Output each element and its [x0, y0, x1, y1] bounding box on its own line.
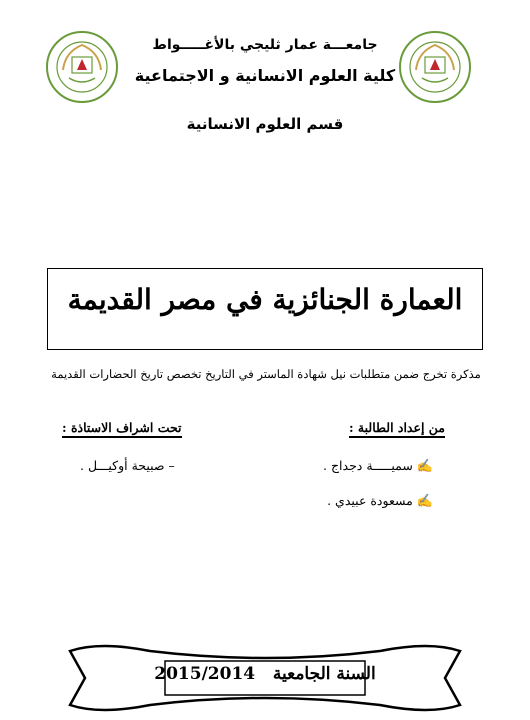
academic-year	[60, 664, 470, 684]
thesis-title-box	[47, 268, 483, 350]
writing-hand-icon: ✍	[416, 459, 433, 474]
university-name: جامعـــة عمار ثليجي بالأغـــــواط	[152, 37, 378, 53]
academic-year-label: السنة الجامعية	[272, 664, 376, 684]
student-name-2: ✍ مسعودة عبيدي .	[327, 493, 433, 509]
university-logo-left	[45, 30, 119, 104]
supervisor-label: تحت اشراف الاستاذة :	[62, 420, 182, 435]
student-name-1: ✍ سميـــــة دجداج .	[323, 458, 433, 474]
supervisor-name: – صبيحة أوكيـــل .	[80, 458, 175, 473]
thesis-title: العمارة الجنائزية في مصر القديمة	[67, 283, 463, 316]
thesis-subtitle: مذكرة تخرج ضمن متطلبات نيل شهادة الماستر في التاريخ تخصص تاريخ الحضارات القديمة	[51, 367, 481, 381]
department-name: قسم العلوم الانسانية	[186, 115, 344, 133]
academic-year-banner	[60, 643, 470, 713]
students-label: من إعداد الطالبة :	[349, 420, 445, 435]
faculty-name: كلية العلوم الانسانية و الاجتماعية	[134, 66, 396, 85]
academic-year-value: 2015/2014	[154, 664, 256, 684]
writing-hand-icon: ✍	[416, 494, 433, 509]
